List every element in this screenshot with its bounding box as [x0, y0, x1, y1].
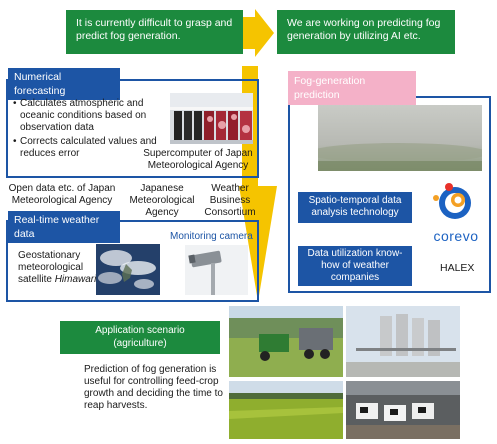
- know-how-box: [298, 246, 412, 286]
- corevo-logo-icon: [428, 182, 484, 224]
- monitoring-camera-label: Monitoring camera: [170, 231, 253, 242]
- spatio-temporal-tech-box: [298, 192, 412, 223]
- satellite-caption: [18, 250, 98, 286]
- supercomputer-caption: Supercomputer of Japan Meteorological Agency: [143, 148, 253, 171]
- corevo-wordmark: corevo: [433, 228, 479, 244]
- fog-prediction-title: Fog-generation prediction: [288, 71, 416, 105]
- know-how-text: Data utilization know-how of weather companies: [307, 248, 403, 283]
- spatio-temporal-tech-text: Spatio-temporal data analysis technology: [308, 195, 402, 218]
- satellite-image: [96, 244, 160, 295]
- satellite-line1: Geostationary meteorological satellite: [18, 250, 84, 285]
- monitoring-camera-photo: [185, 245, 248, 295]
- ai-solution-box: [277, 10, 455, 54]
- crop-field-photo: [229, 381, 343, 439]
- top-arrow: [240, 9, 274, 57]
- silo-photo: [346, 306, 460, 377]
- ai-solution-text: We are working on predicting fog generation by utilizing AI etc.: [287, 17, 441, 42]
- corevo-logo: [428, 182, 484, 244]
- application-body: Prediction of fog generation is useful for controlling feed-crop growth and deciding the time to reap harvests.: [84, 364, 223, 411]
- numerical-forecasting-title: Numerical forecasting: [8, 68, 120, 100]
- wbc-label: Weather Business Consortium: [204, 183, 256, 218]
- fog-photo: [318, 105, 482, 171]
- realtime-data-title: Real-time weather data: [8, 211, 120, 243]
- current-problem-box: [66, 10, 243, 54]
- open-data-label: Open data etc. of Japan Meteorological Agency: [8, 183, 116, 206]
- current-problem-text: It is currently difficult to grasp and predict fog generation.: [76, 17, 233, 42]
- jma-label: Japanese Meteorological Agency: [129, 183, 195, 218]
- dairy-cows-photo: [346, 381, 460, 439]
- halex-label: HALEX: [440, 262, 475, 274]
- bullet-item: • Corrects calculated values and reduces error: [13, 136, 157, 159]
- supercomputer-photo: [170, 93, 253, 144]
- harvest-machinery-photo: [229, 306, 343, 377]
- bullet-item: • Calculates atmospheric and oceanic conditions based on observation data: [13, 98, 147, 133]
- application-scenario-title: [60, 321, 220, 354]
- satellite-name: Himawari: [54, 274, 97, 285]
- application-scenario-text: Application scenario (agriculture): [95, 325, 185, 349]
